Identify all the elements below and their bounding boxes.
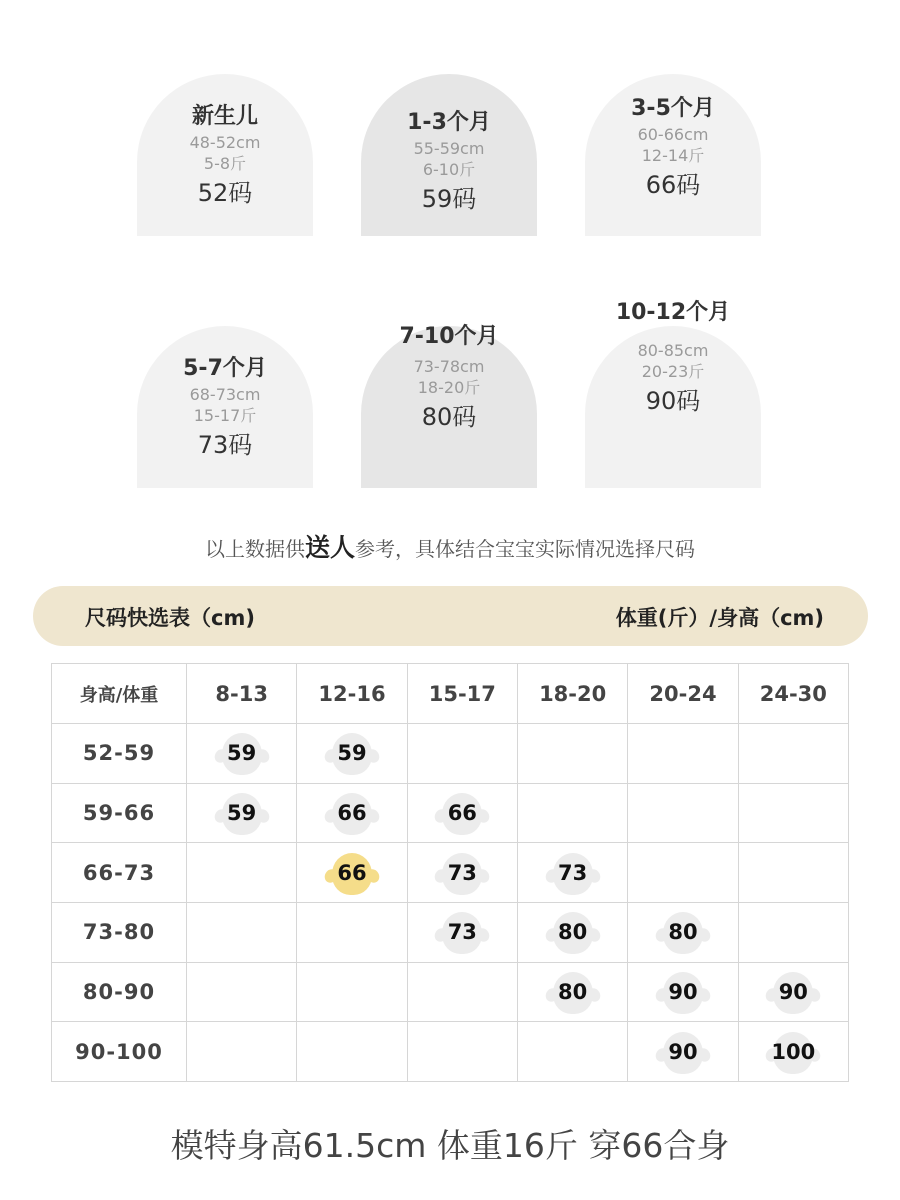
table-cell (297, 724, 407, 784)
table-cell (297, 843, 407, 903)
table-cell (738, 902, 848, 962)
table-cell (407, 902, 517, 962)
column-header: 8-13 (187, 664, 297, 724)
axis-legend: 体重(斤）/身高（cm) (615, 606, 824, 630)
table-row (52, 843, 849, 903)
table-cell (517, 1022, 627, 1082)
size-card-newborn (137, 74, 313, 236)
note-suffix: 参考，具体结合宝宝实际情况选择尺码 (355, 537, 695, 561)
table-row (52, 902, 849, 962)
chick-icon (654, 1028, 712, 1076)
card-title: 1-3个月 (407, 110, 491, 135)
card-size-code: 73码 (197, 431, 253, 459)
card-weight-range: 12-14斤 (641, 146, 705, 165)
card-size-code: 59码 (421, 185, 477, 213)
table-cell (738, 783, 848, 843)
card-title: 新生儿 (191, 104, 258, 129)
chick-icon (433, 849, 491, 897)
chick-icon (544, 968, 602, 1016)
size-card-1-3-months (361, 74, 537, 236)
table-row (52, 962, 849, 1022)
size-value: 59 (227, 800, 257, 825)
table-row (52, 1022, 849, 1082)
chick-icon (433, 908, 491, 956)
corner-header: 身高/体重 (52, 664, 187, 724)
table-cell (297, 902, 407, 962)
row-header: 52-59 (52, 724, 187, 784)
chick-icon (764, 1028, 822, 1076)
chick-icon (323, 789, 381, 837)
size-value: 80 (558, 979, 588, 1004)
chick-icon (764, 968, 822, 1016)
table-cell (628, 724, 738, 784)
table-cell (407, 962, 517, 1022)
table-cell (517, 724, 627, 784)
table-cell (187, 902, 297, 962)
card-weight-range: 15-17斤 (193, 406, 257, 425)
size-card-3-5-months (585, 74, 761, 236)
card-size-code: 66码 (645, 171, 701, 199)
row-header: 90-100 (52, 1022, 187, 1082)
card-weight-range: 20-23斤 (641, 362, 705, 381)
table-cell (297, 962, 407, 1022)
table-cell (187, 843, 297, 903)
table-cell (628, 902, 738, 962)
size-value: 90 (668, 1039, 698, 1064)
column-header: 12-16 (297, 664, 407, 724)
card-title: 5-7个月 (183, 356, 267, 381)
table-cell (187, 962, 297, 1022)
reference-note (0, 528, 900, 564)
size-card-5-7-months (137, 326, 313, 488)
size-value: 66 (447, 800, 477, 825)
note-prefix: 以上数据供 (204, 537, 305, 561)
table-cell (187, 783, 297, 843)
model-fit-note: 模特身高61.5cm 体重16斤 穿66合身 (170, 1126, 730, 1165)
table-cell (517, 783, 627, 843)
card-weight-range: 6-10斤 (422, 160, 476, 179)
card-height-range: 55-59cm (413, 139, 485, 158)
card-height-range: 48-52cm (189, 133, 261, 152)
table-cell (738, 1022, 848, 1082)
size-value: 73 (447, 860, 477, 885)
table-cell (187, 1022, 297, 1082)
card-title: 10-12个月 (615, 300, 731, 325)
table-cell (407, 783, 517, 843)
size-value: 90 (778, 979, 808, 1004)
table-cell (517, 962, 627, 1022)
quick-select-header-band (33, 586, 868, 646)
size-chart-table (51, 663, 849, 1082)
table-cell (738, 724, 848, 784)
table-cell (628, 962, 738, 1022)
chick-icon (544, 849, 602, 897)
row-header: 80-90 (52, 962, 187, 1022)
size-value: 73 (447, 920, 477, 945)
card-weight-range: 18-20斤 (417, 378, 481, 397)
table-cell (297, 783, 407, 843)
table-cell (517, 902, 627, 962)
size-value: 100 (771, 1039, 816, 1064)
table-cell (628, 1022, 738, 1082)
card-height-range: 80-85cm (637, 341, 709, 360)
column-header: 18-20 (517, 664, 627, 724)
quick-select-title: 尺码快选表（cm) (85, 606, 255, 630)
size-value: 59 (227, 741, 257, 766)
table-cell (738, 843, 848, 903)
table-cell (297, 1022, 407, 1082)
row-header: 59-66 (52, 783, 187, 843)
card-size-code: 52码 (197, 179, 253, 207)
size-value: 66 (337, 800, 367, 825)
card-height-range: 60-66cm (637, 125, 709, 144)
table-row (52, 783, 849, 843)
table-cell (517, 843, 627, 903)
table-cell (628, 783, 738, 843)
table-cell (628, 843, 738, 903)
table-cell (738, 962, 848, 1022)
chick-icon (654, 908, 712, 956)
chick-icon (213, 789, 271, 837)
row-header: 73-80 (52, 902, 187, 962)
table-cell (187, 724, 297, 784)
card-height-range: 73-78cm (413, 357, 485, 376)
chick-icon (654, 968, 712, 1016)
card-title: 7-10个月 (399, 324, 499, 349)
card-title: 3-5个月 (631, 96, 715, 121)
chick-icon (323, 849, 381, 897)
column-header: 20-24 (628, 664, 738, 724)
table-cell (407, 724, 517, 784)
size-value: 66 (337, 860, 367, 885)
card-size-code: 90码 (645, 387, 701, 415)
size-value: 80 (558, 920, 588, 945)
table-row (52, 724, 849, 784)
column-header: 24-30 (738, 664, 848, 724)
column-header: 15-17 (407, 664, 517, 724)
card-weight-range: 5-8斤 (203, 154, 247, 173)
row-header: 66-73 (52, 843, 187, 903)
chick-icon (433, 789, 491, 837)
size-card-10-12-months (585, 300, 761, 488)
table-cell (407, 843, 517, 903)
chick-icon (213, 729, 271, 777)
size-value: 80 (668, 920, 698, 945)
table-header-row (52, 664, 849, 724)
chick-icon (544, 908, 602, 956)
card-height-range: 68-73cm (189, 385, 261, 404)
size-value: 90 (668, 979, 698, 1004)
size-value: 59 (337, 741, 367, 766)
card-size-code: 80码 (421, 403, 477, 431)
size-card-7-10-months (361, 326, 537, 488)
table-cell (407, 1022, 517, 1082)
note-emphasis: 送人 (304, 533, 355, 562)
chick-icon (323, 729, 381, 777)
size-value: 73 (558, 860, 588, 885)
